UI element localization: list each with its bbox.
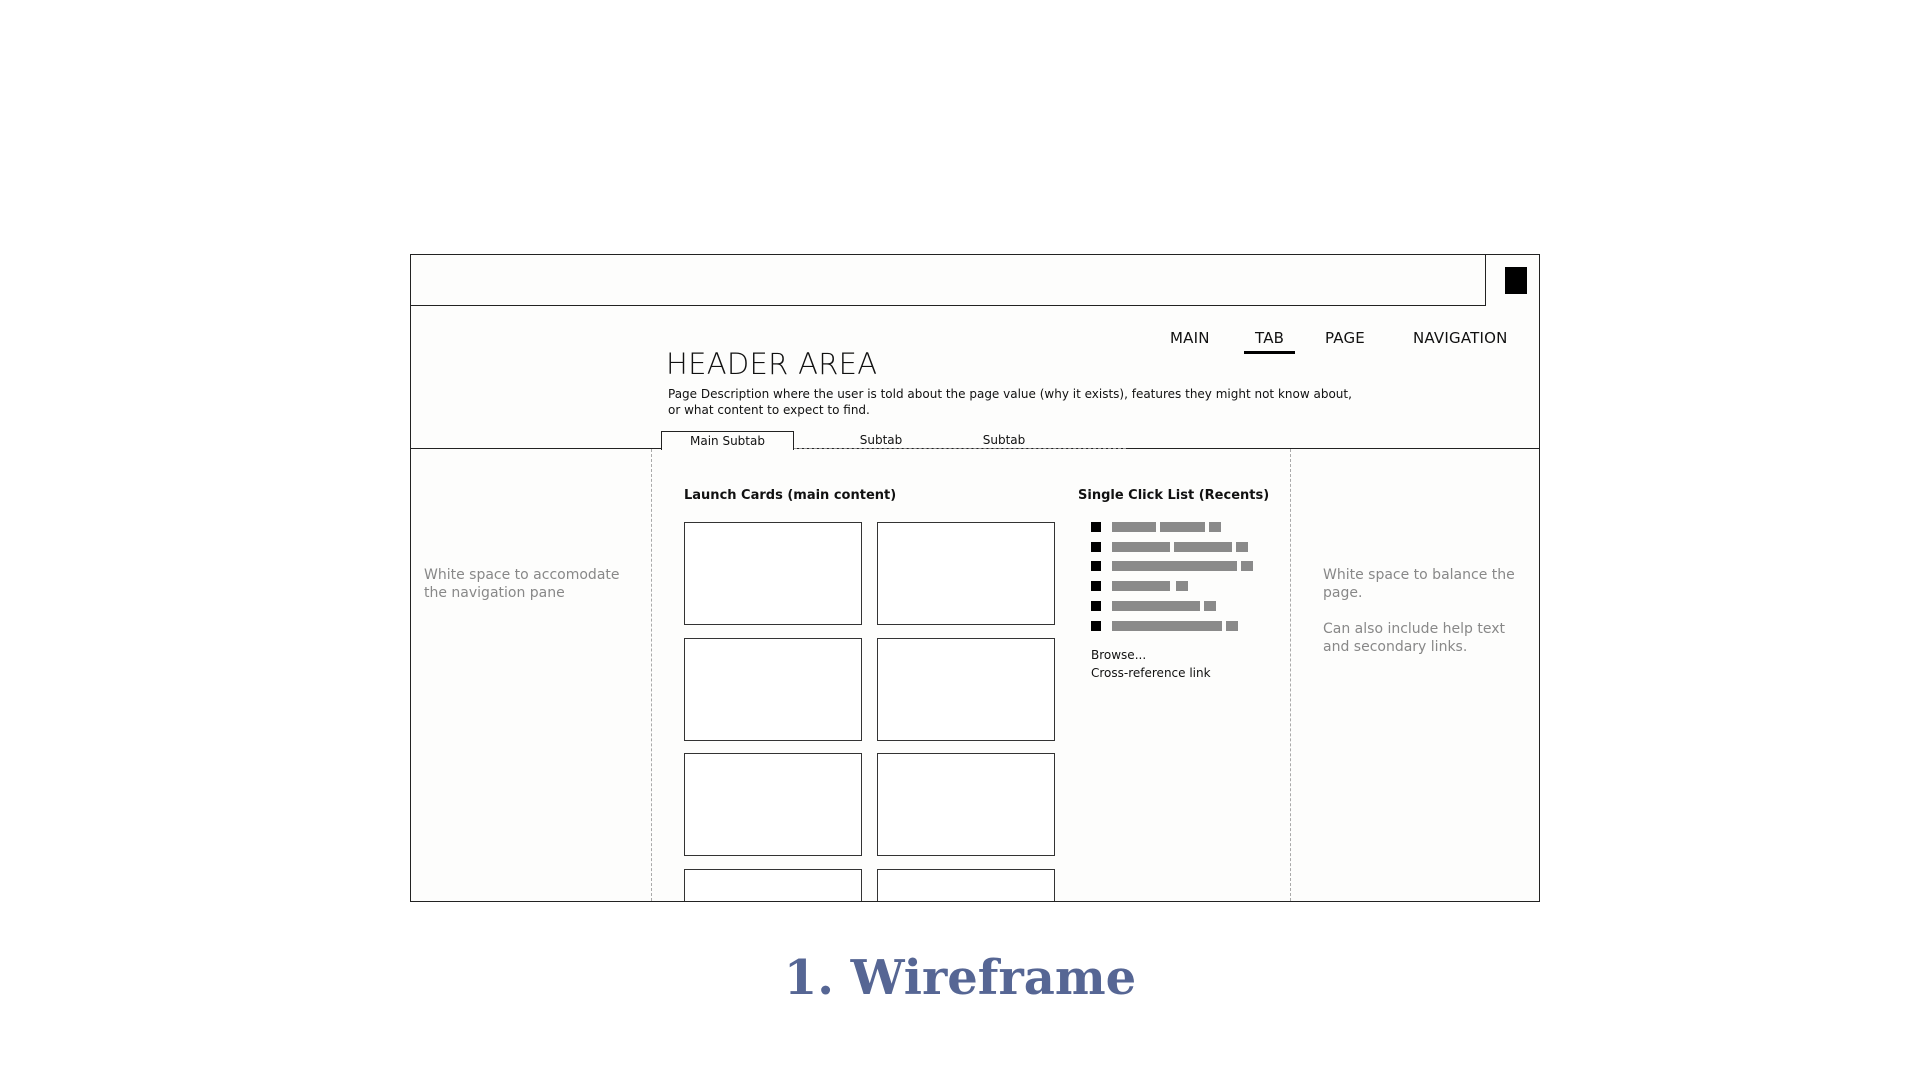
placeholder-bar (1204, 601, 1216, 611)
nav-main-label: MAIN (1170, 329, 1210, 347)
launch-card[interactable] (684, 522, 862, 625)
subtab-2-label: Subtab (859, 433, 903, 447)
nav-tab[interactable] (1255, 329, 1284, 347)
placeholder-bar (1112, 601, 1200, 611)
browse-link[interactable]: Browse... (1091, 648, 1147, 662)
nav-navigation-label: NAVIGATION (1413, 329, 1508, 347)
right-pane-text-2: Can also include help text and secondary links. (1323, 621, 1505, 655)
placeholder-bar (1209, 522, 1221, 532)
slide-caption: 1. Wireframe (783, 950, 1137, 1006)
nav-page-label: PAGE (1325, 329, 1365, 347)
launch-card[interactable] (877, 753, 1055, 856)
content-top-dashed-line (794, 448, 1126, 449)
placeholder-bar (1241, 561, 1253, 571)
placeholder-bar (1160, 522, 1205, 532)
placeholder-bar (1112, 581, 1170, 591)
launch-card[interactable] (684, 638, 862, 741)
header-description: Page Description where the user is told about the page value (why it exists), features they might not know about, or what content to expect to find. (668, 387, 1352, 417)
launch-card[interactable] (684, 869, 862, 901)
recents-heading: Single Click List (Recents) (1078, 488, 1270, 503)
placeholder-bar (1112, 522, 1156, 532)
content-right-guide (1290, 449, 1291, 901)
placeholder-bar (1236, 542, 1248, 552)
bullet-icon (1091, 522, 1101, 532)
placeholder-bar (1174, 542, 1232, 552)
nav-page[interactable] (1325, 329, 1365, 347)
wireframe-frame (410, 254, 1540, 902)
placeholder-bar (1112, 561, 1237, 571)
square-icon[interactable] (1505, 267, 1527, 294)
active-tab-underline (1244, 351, 1295, 354)
placeholder-bar (1112, 542, 1170, 552)
subtab-main-label: Main Subtab (690, 434, 765, 448)
cross-reference-link[interactable]: Cross-reference link (1091, 666, 1211, 680)
launch-card[interactable] (684, 753, 862, 856)
placeholder-bar (1112, 621, 1222, 631)
launch-card[interactable] (877, 638, 1055, 741)
bullet-icon (1091, 581, 1101, 591)
launch-card[interactable] (877, 869, 1055, 901)
subtab-main[interactable] (661, 431, 794, 450)
launch-card[interactable] (877, 522, 1055, 625)
nav-main[interactable] (1170, 329, 1210, 347)
placeholder-bar (1176, 581, 1188, 591)
top-bar (411, 255, 1486, 306)
bullet-icon (1091, 542, 1101, 552)
bullet-icon (1091, 561, 1101, 571)
launch-cards-heading: Launch Cards (main content) (684, 488, 897, 503)
bullet-icon (1091, 601, 1101, 611)
nav-navigation[interactable] (1413, 329, 1508, 347)
nav-tab-label: TAB (1255, 329, 1285, 347)
content-left-guide (651, 449, 652, 901)
bullet-icon (1091, 621, 1101, 631)
header-title: HEADER AREA (666, 347, 878, 381)
subtab-2[interactable] (826, 431, 936, 449)
right-pane-text-1: White space to balance the page. (1323, 567, 1515, 601)
placeholder-bar (1226, 621, 1238, 631)
subtab-3[interactable] (949, 431, 1059, 449)
subtab-3-label: Subtab (982, 433, 1026, 447)
left-pane-text: White space to accomodate the navigation pane (424, 567, 620, 601)
